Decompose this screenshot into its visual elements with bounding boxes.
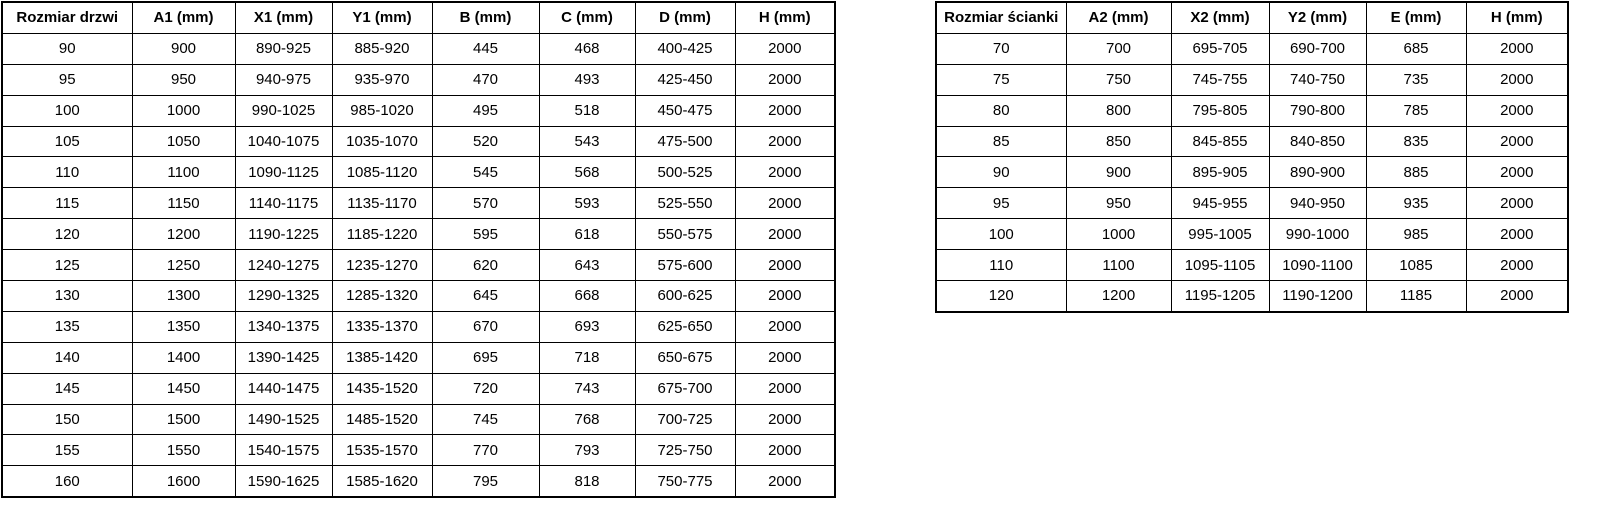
table-cell: 790-800	[1269, 95, 1366, 126]
table-cell: 2000	[735, 250, 835, 281]
table-cell: 850	[1066, 126, 1171, 157]
table-cell: 1200	[1066, 281, 1171, 312]
table-cell: 835	[1366, 126, 1466, 157]
table-cell: 90	[2, 33, 132, 64]
table-cell: 595	[432, 219, 539, 250]
table-cell: 1400	[132, 342, 235, 373]
table-cell: 900	[1066, 157, 1171, 188]
table-cell: 1000	[1066, 219, 1171, 250]
table-row	[2, 219, 835, 250]
table-cell: 2000	[1466, 64, 1568, 95]
table-row	[2, 311, 835, 342]
table-cell: 768	[539, 404, 635, 435]
table-cell: 1450	[132, 373, 235, 404]
table-cell: 110	[936, 250, 1066, 281]
table-row	[936, 219, 1568, 250]
table-cell: 70	[936, 33, 1066, 64]
column-header: A2 (mm)	[1066, 2, 1171, 33]
table-cell: 1435-1520	[332, 373, 432, 404]
table-cell: 750-775	[635, 466, 735, 497]
table-cell: 1100	[1066, 250, 1171, 281]
table-cell: 470	[432, 64, 539, 95]
table-cell: 155	[2, 435, 132, 466]
table-cell: 495	[432, 95, 539, 126]
table-cell: 985-1020	[332, 95, 432, 126]
table-cell: 135	[2, 311, 132, 342]
table-cell: 2000	[735, 95, 835, 126]
table-cell: 995-1005	[1171, 219, 1269, 250]
table-cell: 1590-1625	[235, 466, 332, 497]
table-cell: 150	[2, 404, 132, 435]
table-cell: 1195-1205	[1171, 281, 1269, 312]
table-cell: 600-625	[635, 281, 735, 312]
table-cell: 570	[432, 188, 539, 219]
column-header: Y2 (mm)	[1269, 2, 1366, 33]
table-cell: 2000	[735, 466, 835, 497]
table-cell: 620	[432, 250, 539, 281]
table-cell: 2000	[1466, 95, 1568, 126]
table-row	[936, 281, 1568, 312]
table-cell: 1540-1575	[235, 435, 332, 466]
column-header: X2 (mm)	[1171, 2, 1269, 33]
table-cell: 1300	[132, 281, 235, 312]
table-cell: 770	[432, 435, 539, 466]
table-cell: 500-525	[635, 157, 735, 188]
table-cell: 543	[539, 126, 635, 157]
table-cell: 1490-1525	[235, 404, 332, 435]
table-cell: 1095-1105	[1171, 250, 1269, 281]
column-header: Rozmiar ścianki	[936, 2, 1066, 33]
table-cell: 1385-1420	[332, 342, 432, 373]
table-cell: 1100	[132, 157, 235, 188]
table-cell: 1135-1170	[332, 188, 432, 219]
table-cell: 95	[2, 64, 132, 95]
table-cell: 140	[2, 342, 132, 373]
table-cell: 1190-1225	[235, 219, 332, 250]
wall-size-table	[935, 1, 1569, 313]
column-header: Y1 (mm)	[332, 2, 432, 33]
table-cell: 2000	[735, 64, 835, 95]
table-cell: 695	[432, 342, 539, 373]
table-cell: 1350	[132, 311, 235, 342]
table-row	[2, 250, 835, 281]
table-cell: 1140-1175	[235, 188, 332, 219]
table-cell: 2000	[1466, 250, 1568, 281]
table-row	[2, 33, 835, 64]
table-cell: 890-925	[235, 33, 332, 64]
table-cell: 1150	[132, 188, 235, 219]
column-header: Rozmiar drzwi	[2, 2, 132, 33]
table-cell: 793	[539, 435, 635, 466]
table-cell: 2000	[1466, 126, 1568, 157]
table-cell: 935	[1366, 188, 1466, 219]
table-cell: 693	[539, 311, 635, 342]
table-cell: 700-725	[635, 404, 735, 435]
table-cell: 795	[432, 466, 539, 497]
table-cell: 725-750	[635, 435, 735, 466]
table-cell: 425-450	[635, 64, 735, 95]
table-cell: 110	[2, 157, 132, 188]
table-cell: 695-705	[1171, 33, 1269, 64]
table-cell: 950	[1066, 188, 1171, 219]
table-cell: 885-920	[332, 33, 432, 64]
table-cell: 2000	[1466, 157, 1568, 188]
table-cell: 985	[1366, 219, 1466, 250]
table-cell: 468	[539, 33, 635, 64]
table-cell: 575-600	[635, 250, 735, 281]
table-cell: 745	[432, 404, 539, 435]
table-row	[2, 188, 835, 219]
table-row	[2, 95, 835, 126]
table-cell: 2000	[1466, 281, 1568, 312]
table-cell: 840-850	[1269, 126, 1366, 157]
column-header: C (mm)	[539, 2, 635, 33]
table-cell: 740-750	[1269, 64, 1366, 95]
table-cell: 1285-1320	[332, 281, 432, 312]
table-cell: 2000	[735, 281, 835, 312]
table-cell: 475-500	[635, 126, 735, 157]
table-cell: 2000	[735, 311, 835, 342]
table-cell: 700	[1066, 33, 1171, 64]
table-cell: 650-675	[635, 342, 735, 373]
table-row	[2, 342, 835, 373]
table-cell: 885	[1366, 157, 1466, 188]
table-cell: 950	[132, 64, 235, 95]
table-row	[936, 157, 1568, 188]
table-cell: 1040-1075	[235, 126, 332, 157]
table-cell: 670	[432, 311, 539, 342]
table-cell: 1085-1120	[332, 157, 432, 188]
table-cell: 125	[2, 250, 132, 281]
column-header: H (mm)	[1466, 2, 1568, 33]
table-cell: 545	[432, 157, 539, 188]
header-row	[2, 2, 835, 33]
table-cell: 900	[132, 33, 235, 64]
table-row	[936, 33, 1568, 64]
table-cell: 568	[539, 157, 635, 188]
table-cell: 90	[936, 157, 1066, 188]
table-row	[936, 64, 1568, 95]
column-header: X1 (mm)	[235, 2, 332, 33]
table-cell: 1340-1375	[235, 311, 332, 342]
table-cell: 643	[539, 250, 635, 281]
table-row	[2, 466, 835, 497]
table-cell: 690-700	[1269, 33, 1366, 64]
table-cell: 1500	[132, 404, 235, 435]
table-cell: 1085	[1366, 250, 1466, 281]
table-cell: 645	[432, 281, 539, 312]
table-cell: 1090-1125	[235, 157, 332, 188]
table-cell: 818	[539, 466, 635, 497]
table-cell: 493	[539, 64, 635, 95]
table-cell: 1600	[132, 466, 235, 497]
table-cell: 2000	[735, 188, 835, 219]
table-cell: 2000	[735, 157, 835, 188]
table-cell: 668	[539, 281, 635, 312]
table-cell: 1200	[132, 219, 235, 250]
table-cell: 1335-1370	[332, 311, 432, 342]
table-row	[2, 404, 835, 435]
header-row	[936, 2, 1568, 33]
table-row	[936, 126, 1568, 157]
table-cell: 518	[539, 95, 635, 126]
table-cell: 990-1000	[1269, 219, 1366, 250]
table-cell: 743	[539, 373, 635, 404]
table-row	[2, 126, 835, 157]
table-cell: 95	[936, 188, 1066, 219]
table-cell: 735	[1366, 64, 1466, 95]
table-cell: 400-425	[635, 33, 735, 64]
table-cell: 1250	[132, 250, 235, 281]
table-cell: 120	[936, 281, 1066, 312]
table-cell: 1090-1100	[1269, 250, 1366, 281]
table-cell: 105	[2, 126, 132, 157]
table-cell: 750	[1066, 64, 1171, 95]
table-cell: 450-475	[635, 95, 735, 126]
table-cell: 2000	[735, 435, 835, 466]
table-cell: 115	[2, 188, 132, 219]
table-row	[2, 64, 835, 95]
table-cell: 795-805	[1171, 95, 1269, 126]
table-cell: 1185	[1366, 281, 1466, 312]
table-cell: 1390-1425	[235, 342, 332, 373]
table-cell: 1440-1475	[235, 373, 332, 404]
table-cell: 940-950	[1269, 188, 1366, 219]
table-cell: 130	[2, 281, 132, 312]
table-cell: 718	[539, 342, 635, 373]
table-cell: 525-550	[635, 188, 735, 219]
table-cell: 1585-1620	[332, 466, 432, 497]
table-cell: 2000	[1466, 188, 1568, 219]
table-cell: 520	[432, 126, 539, 157]
table-cell: 1190-1200	[1269, 281, 1366, 312]
table-cell: 990-1025	[235, 95, 332, 126]
table-cell: 100	[936, 219, 1066, 250]
table-cell: 935-970	[332, 64, 432, 95]
table-row	[936, 95, 1568, 126]
table-cell: 2000	[735, 404, 835, 435]
table-cell: 2000	[735, 342, 835, 373]
column-header: H (mm)	[735, 2, 835, 33]
table-cell: 593	[539, 188, 635, 219]
table-cell: 550-575	[635, 219, 735, 250]
table-cell: 785	[1366, 95, 1466, 126]
table-row	[936, 188, 1568, 219]
column-header: E (mm)	[1366, 2, 1466, 33]
table-cell: 720	[432, 373, 539, 404]
table-cell: 940-975	[235, 64, 332, 95]
column-header: D (mm)	[635, 2, 735, 33]
table-cell: 1535-1570	[332, 435, 432, 466]
table-cell: 800	[1066, 95, 1171, 126]
table-cell: 1050	[132, 126, 235, 157]
table-cell: 745-755	[1171, 64, 1269, 95]
table-cell: 2000	[735, 219, 835, 250]
column-header: B (mm)	[432, 2, 539, 33]
table-cell: 1235-1270	[332, 250, 432, 281]
table-cell: 890-900	[1269, 157, 1366, 188]
table-cell: 120	[2, 219, 132, 250]
table-cell: 1240-1275	[235, 250, 332, 281]
table-cell: 75	[936, 64, 1066, 95]
table-cell: 1000	[132, 95, 235, 126]
table-cell: 625-650	[635, 311, 735, 342]
table-cell: 85	[936, 126, 1066, 157]
table-row	[2, 157, 835, 188]
table-cell: 1185-1220	[332, 219, 432, 250]
table-cell: 1035-1070	[332, 126, 432, 157]
table-cell: 2000	[735, 33, 835, 64]
table-cell: 2000	[735, 373, 835, 404]
table-cell: 675-700	[635, 373, 735, 404]
table-cell: 2000	[1466, 33, 1568, 64]
table-cell: 845-855	[1171, 126, 1269, 157]
table-cell: 100	[2, 95, 132, 126]
column-header: A1 (mm)	[132, 2, 235, 33]
table-cell: 895-905	[1171, 157, 1269, 188]
table-row	[2, 373, 835, 404]
door-size-table	[1, 1, 836, 498]
table-row	[936, 250, 1568, 281]
table-cell: 2000	[735, 126, 835, 157]
table-row	[2, 281, 835, 312]
table-cell: 1485-1520	[332, 404, 432, 435]
table-cell: 945-955	[1171, 188, 1269, 219]
table-cell: 145	[2, 373, 132, 404]
table-cell: 1290-1325	[235, 281, 332, 312]
table-cell: 685	[1366, 33, 1466, 64]
table-row	[2, 435, 835, 466]
table-cell: 445	[432, 33, 539, 64]
table-cell: 2000	[1466, 219, 1568, 250]
table-cell: 1550	[132, 435, 235, 466]
table-cell: 618	[539, 219, 635, 250]
table-cell: 80	[936, 95, 1066, 126]
table-cell: 160	[2, 466, 132, 497]
